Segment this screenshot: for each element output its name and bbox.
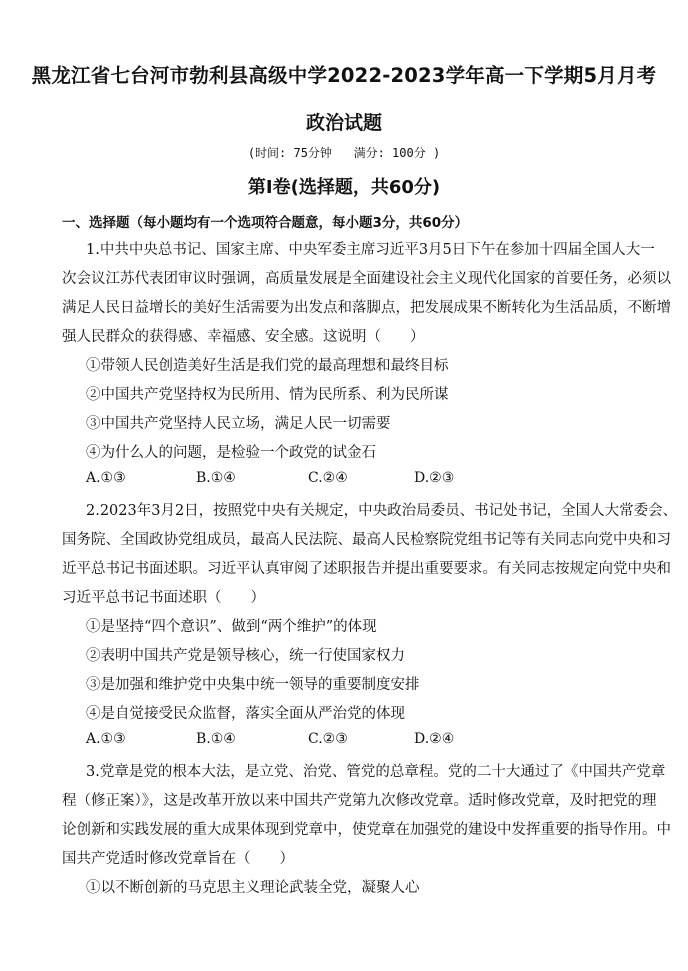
question-statement: ③是加强和维护党中央集中统一领导的重要制度安排: [86, 677, 420, 693]
section-title-choice: 一、选择题（每小题均有一个选项符合题意，每小题3分，共60分）: [62, 215, 469, 231]
question-stem-line: 国共产党适时修改党章旨在（ ）: [62, 851, 294, 867]
exam-title-line-2: 政治试题: [305, 112, 382, 134]
answer-option: D.②③: [414, 470, 455, 486]
question-stem-line: 论创新和实践发展的重大成果体现到党章中，使党章在加强党的建设中发挥重要的指导作用。中: [62, 822, 671, 838]
question-statement: ②中国共产党坚持权为民所用、情为民所系、利为民所谋: [86, 387, 449, 403]
question-statement: ①以不断创新的马克思主义理论武装全党，凝聚人心: [86, 880, 420, 896]
question-stem-line: 近平总书记书面述职。习近平认真审阅了述职报告并提出重要要求。有关同志按规定向党中央和: [62, 561, 671, 577]
question-statement: ④是自觉接受民众监督，落实全面从严治党的体现: [86, 706, 405, 722]
exam-title-line-1: 黑龙江省七台河市勃利县高级中学2022-2023学年高一下学期5月月考: [31, 64, 657, 87]
question-stem-line: 次会议江苏代表团审议时强调，高质量发展是全面建设社会主义现代化国家的首要任务，必须以: [62, 271, 671, 287]
question-stem-line: 1.中共中央总书记、国家主席、中央军委主席习近平3月5日下午在参加十四届全国人大一: [86, 242, 655, 258]
question-stem-line: 强人民群众的获得感、幸福感、安全感。这说明（ ）: [62, 329, 425, 345]
time-and-score-note: (时间: 75分钟 满分: 100分 ): [247, 146, 441, 160]
question-statement: ②表明中国共产党是领导核心，统一行使国家权力: [86, 648, 405, 664]
question-statement: ①是坚持“四个意识”、做到“两个维护”的体现: [86, 619, 377, 635]
answer-option: B.①④: [196, 470, 236, 486]
question-stem-line: 满足人民日益增长的美好生活需要为出发点和落脚点，把发展成果不断转化为生活品质，不断增: [62, 300, 671, 316]
question-stem-line: 3.党章是党的根本大法，是立党、治党、管党的总章程。党的二十大通过了《中国共产党章: [86, 764, 666, 780]
answer-option: C.②③: [308, 731, 348, 747]
part-one-title: 第Ⅰ卷(选择题，共60分): [247, 177, 441, 198]
answer-option: B.①④: [196, 731, 236, 747]
question-stem-line: 国务院、全国政协党组成员，最高人民法院、最高人民检察院党组书记等有关同志向党中央和习: [62, 532, 671, 548]
question-stem-line: 2.2023年3月2日，按照党中央有关规定，中央政治局委员、书记处书记，全国人大常委会、: [86, 503, 678, 519]
question-statement: ③中国共产党坚持人民立场，满足人民一切需要: [86, 416, 391, 432]
question-statement: ①带领人民创造美好生活是我们党的最高理想和最终目标: [86, 358, 449, 374]
answer-option: A.①③: [86, 470, 126, 486]
answer-option: D.②④: [414, 731, 455, 747]
question-stem-line: 程（修正案）》，这是改革开放以来中国共产党第九次修改党章。适时修改党章，及时把党的理: [62, 793, 657, 809]
answer-option: C.②④: [308, 470, 348, 486]
question-statement: ④为什么人的问题，是检验一个政党的试金石: [86, 445, 376, 461]
question-stem-line: 习近平总书记书面述职（ ）: [62, 590, 265, 606]
answer-option: A.①③: [86, 731, 126, 747]
